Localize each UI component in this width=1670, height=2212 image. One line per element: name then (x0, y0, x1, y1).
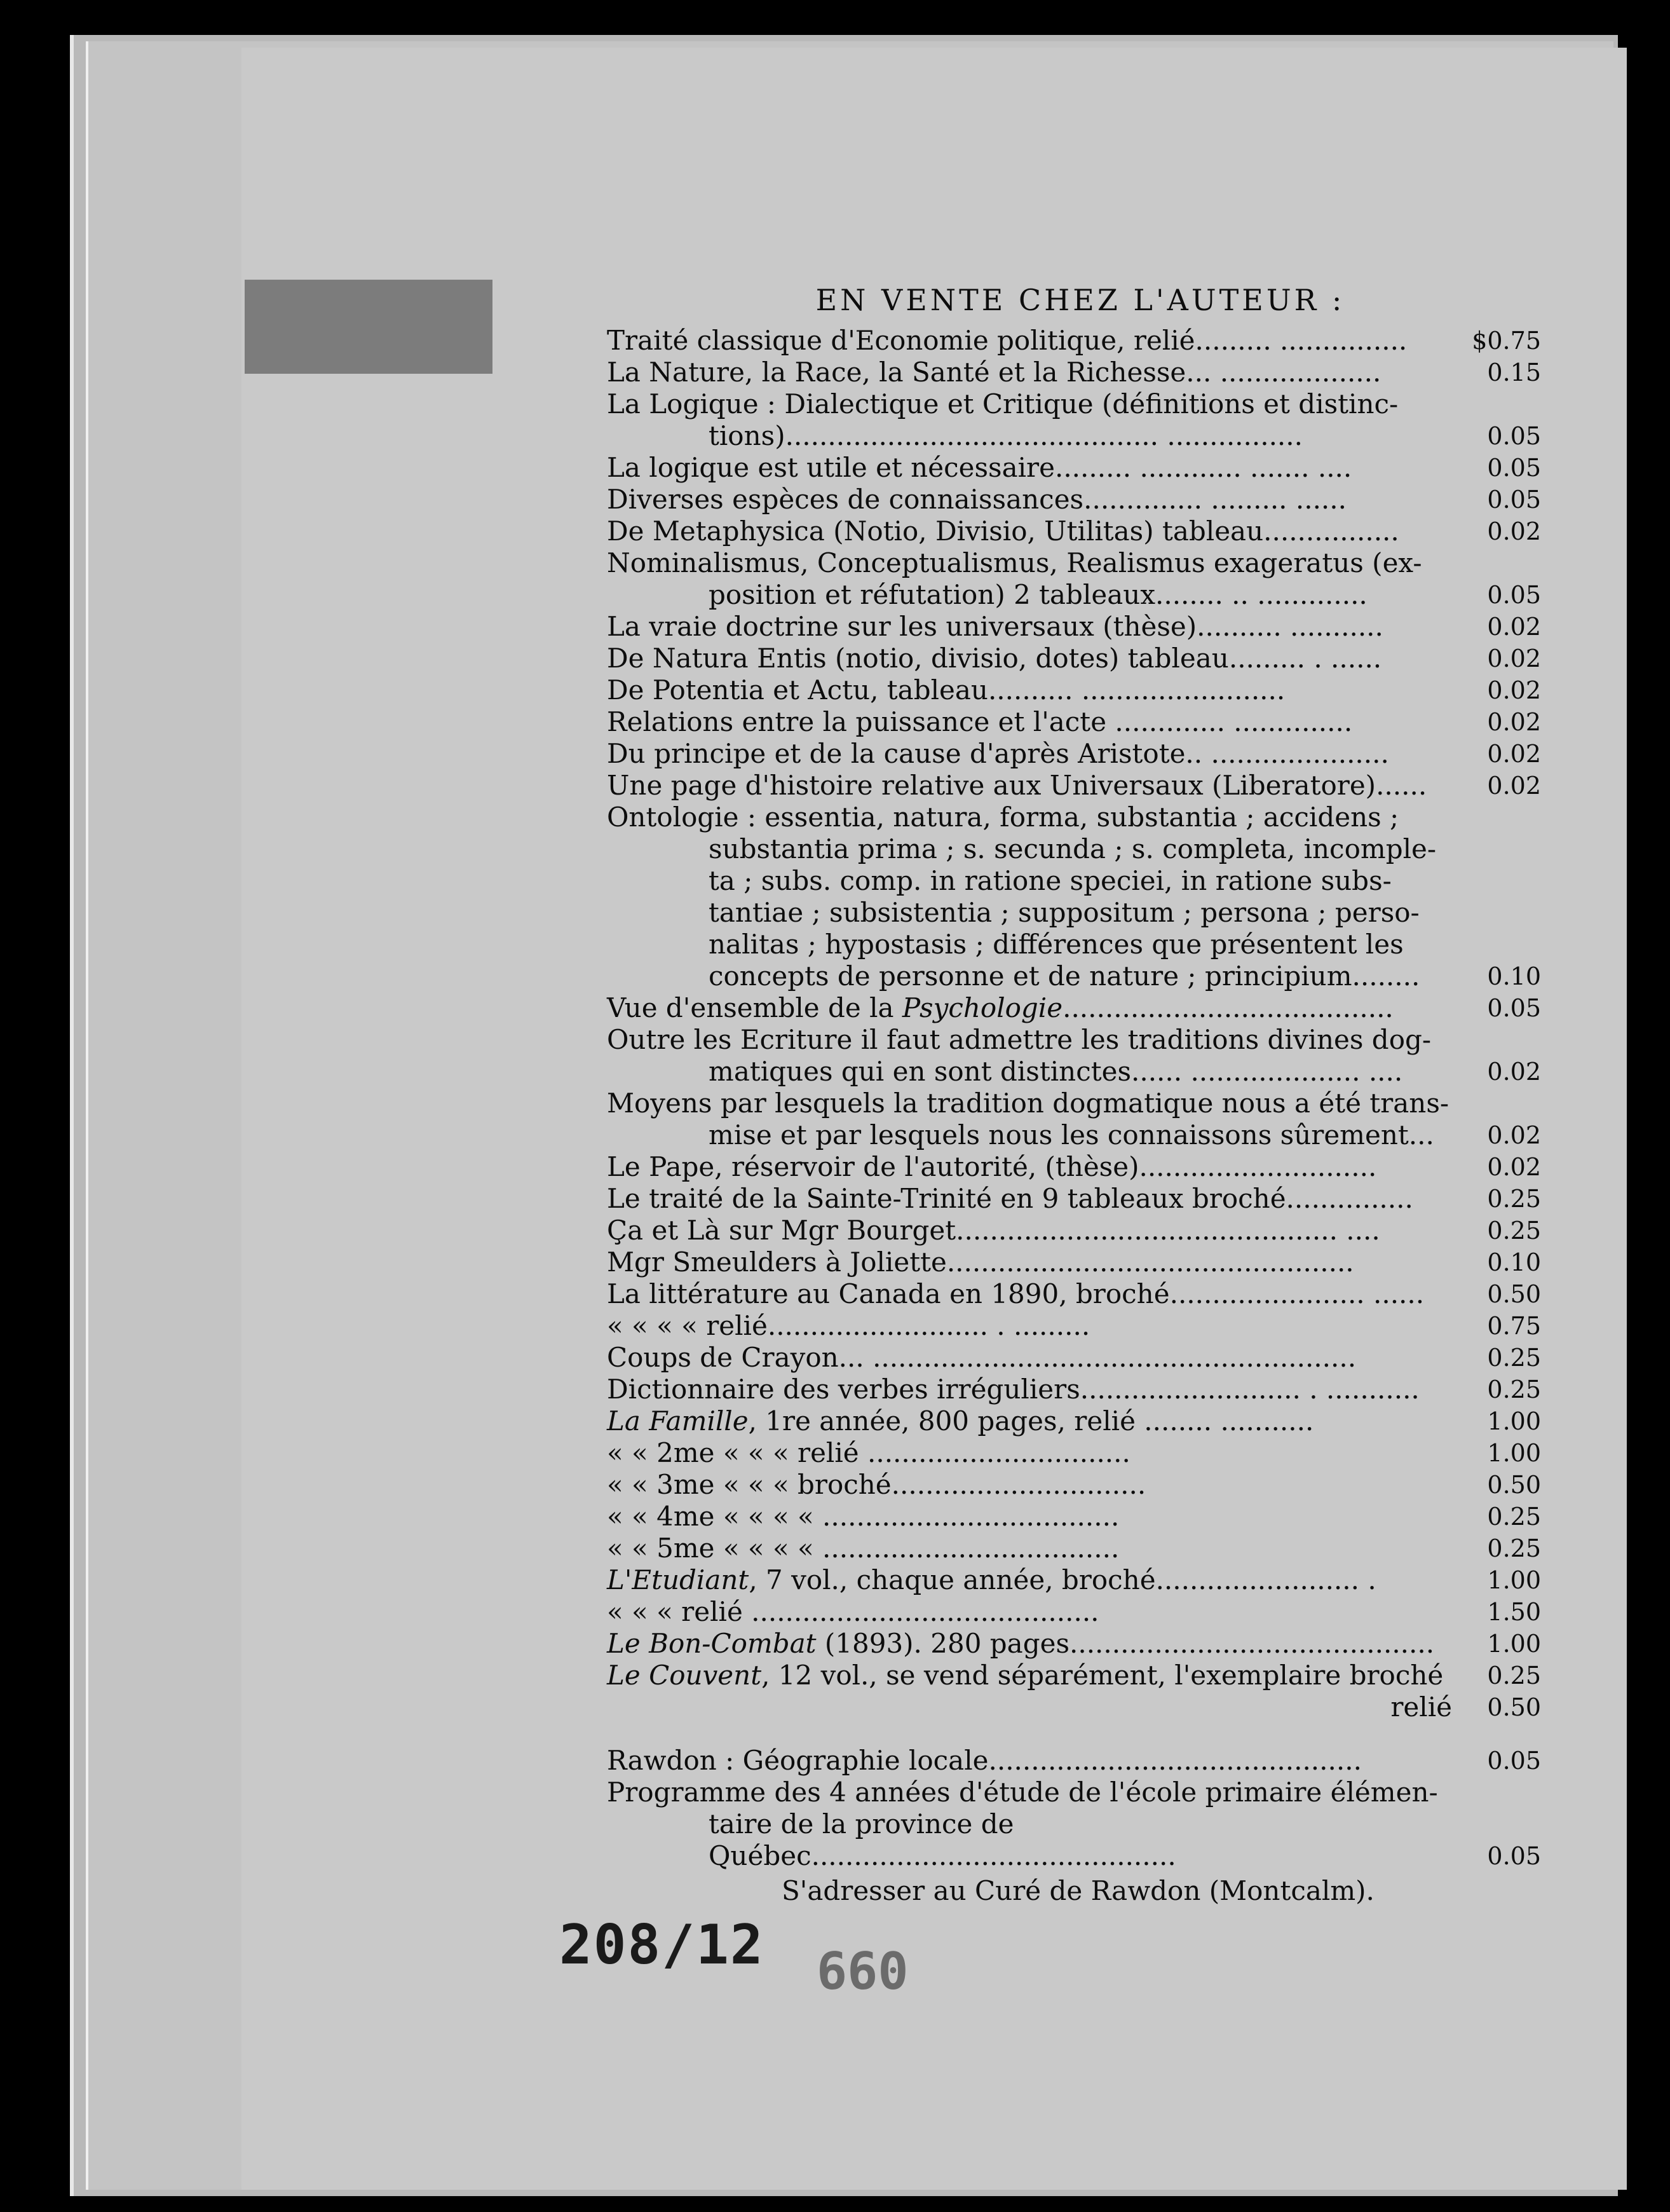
item-line: Une page d'histoire relative aux Universaux (Liberatore)...... (607, 770, 1427, 801)
item-price: 0.25 (1487, 1662, 1541, 1690)
item-price: 0.50 (1487, 1693, 1541, 1721)
list-heading: EN VENTE CHEZ L'AUTEUR : (815, 283, 1345, 317)
item-title (607, 1596, 1541, 1628)
item-line: substantia prima ; s. secunda ; s. completa, incomple- (709, 833, 1437, 864)
list-item (607, 1437, 1541, 1469)
list-item (607, 1691, 1541, 1723)
item-title (607, 1660, 1541, 1691)
item-title (607, 1088, 1541, 1151)
item-line: tions)............................................ ................ (709, 420, 1303, 451)
address-note: S'adresser au Curé de Rawdon (Montcalm). (782, 1875, 1375, 1906)
item-title (607, 325, 1541, 357)
list-item (607, 357, 1541, 388)
item-price: 1.00 (1487, 1407, 1541, 1435)
item-line: tantiae ; subsistentia ; suppositum ; persona ; perso- (709, 897, 1420, 928)
item-title (607, 452, 1541, 484)
item-title (607, 738, 1541, 770)
item-price: 1.00 (1487, 1439, 1541, 1467)
list-item (607, 388, 1541, 452)
item-price: 0.50 (1487, 1280, 1541, 1308)
item-line: Ontologie : essentia, natura, forma, substantia ; accidens ; (607, 802, 1399, 833)
list-item (607, 1246, 1541, 1278)
item-line: La vraie doctrine sur les universaux (thèse).......... ........... (607, 611, 1383, 642)
item-line: « « 4me « « « « ................................... (607, 1501, 1120, 1532)
item-price: 0.02 (1487, 1153, 1541, 1181)
item-line: Le Bon-Combat (1893). 280 pages........................................... (607, 1628, 1435, 1659)
item-price: 0.02 (1487, 676, 1541, 704)
item-line: Le Pape, réservoir de l'autorité, (thèse)............................ (607, 1151, 1377, 1182)
item-line: Traité classique d'Economie politique, relié......... ............... (607, 325, 1408, 356)
list-item (607, 452, 1541, 484)
item-title (607, 1777, 1541, 1872)
list-item (607, 484, 1541, 515)
list-item (607, 770, 1541, 802)
list-item (607, 1777, 1541, 1872)
item-line: La littérature au Canada en 1890, broché....................... ...... (607, 1278, 1425, 1309)
list-item (607, 1564, 1541, 1596)
list-item (607, 1533, 1541, 1564)
item-line: De Metaphysica (Notio, Divisio, Utilitas) tableau................ (607, 515, 1399, 547)
item-title (607, 1024, 1541, 1088)
item-title (607, 1151, 1541, 1183)
item-line: nalitas ; hypostasis ; différences que présentent les (709, 929, 1404, 960)
item-price: 0.02 (1487, 613, 1541, 641)
item-title (607, 706, 1541, 738)
item-line: La Nature, la Race, la Santé et la Richesse... ................... (607, 357, 1381, 388)
item-price: 0.05 (1487, 1747, 1541, 1775)
item-line: Dictionnaire des verbes irréguliers.......................... . ........... (607, 1374, 1420, 1405)
item-price: 0.05 (1487, 1842, 1541, 1870)
item-title (607, 1405, 1541, 1437)
list-item (607, 1405, 1541, 1437)
item-price: 1.00 (1487, 1630, 1541, 1658)
item-price: 0.02 (1487, 708, 1541, 736)
item-price: 0.75 (1487, 1312, 1541, 1340)
item-line: Mgr Smeulders à Joliette................................................ (607, 1246, 1354, 1278)
item-title (607, 1469, 1541, 1501)
item-price: $0.75 (1472, 327, 1541, 355)
list-item (607, 325, 1541, 357)
item-price: 0.02 (1487, 740, 1541, 768)
list-item (607, 1183, 1541, 1215)
item-price: 0.02 (1487, 517, 1541, 545)
item-title (607, 1533, 1541, 1564)
list-item (607, 515, 1541, 547)
item-title (607, 802, 1541, 992)
item-price: 0.10 (1487, 962, 1541, 990)
item-title (607, 1310, 1541, 1342)
item-price: 0.25 (1487, 1217, 1541, 1245)
list-item (607, 1374, 1541, 1405)
item-title (607, 1215, 1541, 1246)
item-title (607, 1342, 1541, 1374)
list-item (607, 706, 1541, 738)
item-line: « « 2me « « « relié ............................... (607, 1437, 1130, 1468)
item-line: Vue d'ensemble de la Psychologie....................................... (607, 992, 1394, 1023)
item-price: 0.10 (1487, 1248, 1541, 1276)
list-item (607, 1088, 1541, 1151)
item-price: 0.25 (1487, 1534, 1541, 1562)
catalog-stamp-number: 208/12 (559, 1913, 764, 1977)
item-line: Outre les Ecriture il faut admettre les traditions divines dog- (607, 1024, 1432, 1055)
item-price: 0.25 (1487, 1376, 1541, 1403)
item-title-italic: Le Couvent (607, 1660, 762, 1691)
item-line: Ça et Là sur Mgr Bourget............................................. .... (607, 1215, 1380, 1246)
item-line: Nominalismus, Conceptualismus, Realismus exageratus (ex- (607, 547, 1422, 578)
item-title (607, 770, 1541, 802)
item-price: 0.05 (1487, 422, 1541, 450)
item-line: mise et par lesquels nous les connaissons sûrement... (709, 1119, 1434, 1150)
item-title (607, 1246, 1541, 1278)
item-title (607, 1628, 1541, 1660)
item-price: 0.50 (1487, 1471, 1541, 1499)
item-line: « « 5me « « « « ................................... (607, 1533, 1120, 1564)
item-title (607, 1374, 1541, 1405)
item-title (607, 1183, 1541, 1215)
item-price: 0.25 (1487, 1503, 1541, 1531)
item-price: 1.50 (1487, 1598, 1541, 1626)
item-line: taire de la province de Québec........................................... (709, 1808, 1176, 1871)
item-title (607, 1564, 1541, 1596)
item-title (607, 1437, 1541, 1469)
item-title (607, 388, 1541, 452)
item-title (607, 674, 1541, 706)
item-title-italic: Psychologie (902, 992, 1063, 1023)
item-line: matiques qui en sont distinctes...... .................... .... (709, 1056, 1403, 1087)
gray-label-strip (245, 280, 492, 374)
item-title-italic: L'Etudiant (607, 1564, 749, 1595)
item-line: La Famille, 1re année, 800 pages, relié ........ ........... (607, 1405, 1314, 1437)
list-item (607, 802, 1541, 992)
list-item (607, 1215, 1541, 1246)
item-line: « « 3me « « « broché.............................. (607, 1469, 1146, 1500)
item-title (607, 1745, 1541, 1777)
item-price: 0.25 (1487, 1185, 1541, 1213)
list-item (607, 1628, 1541, 1660)
item-title (607, 992, 1541, 1024)
item-title (607, 1278, 1541, 1310)
item-price: 1.00 (1487, 1566, 1541, 1594)
list-item (607, 643, 1541, 674)
item-line: concepts de personne et de nature ; principium........ (709, 960, 1420, 992)
list-item (607, 1151, 1541, 1183)
price-list (607, 283, 1541, 1872)
item-price: 0.05 (1487, 581, 1541, 609)
item-line: Coups de Crayon... ......................................................... (607, 1342, 1357, 1373)
item-price: 0.02 (1487, 1058, 1541, 1086)
item-title (607, 1691, 1541, 1723)
list-item (607, 1469, 1541, 1501)
list-item (607, 1310, 1541, 1342)
item-line: Diverses espèces de connaissances.............. ......... ...... (607, 484, 1347, 515)
list-item (607, 1278, 1541, 1310)
item-line: La logique est utile et nécessaire......... ............ ....... .... (607, 452, 1352, 483)
item-line: Programme des 4 années d'étude de l'école primaire élémen- (607, 1777, 1438, 1808)
item-line: Le Couvent, 12 vol., se vend séparément, l'exemplaire broché (607, 1660, 1444, 1691)
item-title (607, 643, 1541, 674)
item-line: Le traité de la Sainte-Trinité en 9 tableaux broché............... (607, 1183, 1413, 1214)
item-price: 0.02 (1487, 645, 1541, 672)
item-line: De Potentia et Actu, tableau.......... ........................ (607, 674, 1286, 706)
item-title (607, 515, 1541, 547)
item-line: De Natura Entis (notio, divisio, dotes) tableau......... . ...... (607, 643, 1382, 674)
item-line: « « « « relié.......................... . ......... (607, 1310, 1090, 1341)
item-title-italic: Le Bon-Combat (607, 1628, 817, 1659)
item-title (607, 1501, 1541, 1533)
item-price: 0.05 (1487, 994, 1541, 1022)
item-line: L'Etudiant, 7 vol., chaque année, broché........................ . (607, 1564, 1376, 1595)
item-price: 0.02 (1487, 772, 1541, 800)
list-item (607, 1596, 1541, 1628)
list-item (607, 1745, 1541, 1777)
list-item (607, 1342, 1541, 1374)
catalog-stamp-number-2: 660 (817, 1942, 909, 2001)
item-line: Moyens par lesquels la tradition dogmatique nous a été trans- (607, 1088, 1449, 1119)
item-title (607, 484, 1541, 515)
item-line: ta ; subs. comp. in ratione speciei, in ratione subs- (709, 865, 1392, 896)
item-line: « « « relié ......................................... (607, 1596, 1099, 1627)
list-item (607, 547, 1541, 611)
list-item (607, 738, 1541, 770)
item-line: relié (1390, 1691, 1452, 1723)
item-title-italic: La Famille (607, 1405, 749, 1437)
item-line: La Logique : Dialectique et Critique (définitions et distinc- (607, 388, 1399, 420)
item-line: Relations entre la puissance et l'acte ............. .............. (607, 706, 1353, 737)
list-item (607, 611, 1541, 643)
item-line: Rawdon : Géographie locale............................................ (607, 1745, 1362, 1776)
item-price: 0.02 (1487, 1121, 1541, 1149)
items-container (607, 325, 1541, 1872)
list-item (607, 674, 1541, 706)
list-item (607, 992, 1541, 1024)
item-title (607, 357, 1541, 388)
list-gap (607, 1723, 1541, 1745)
item-line: position et réfutation) 2 tableaux........ .. ............. (709, 579, 1368, 610)
item-line: Du principe et de la cause d'après Aristote.. ..................... (607, 738, 1389, 769)
item-price: 0.05 (1487, 454, 1541, 482)
list-item (607, 1501, 1541, 1533)
list-item (607, 1024, 1541, 1088)
item-title (607, 611, 1541, 643)
item-price: 0.25 (1487, 1344, 1541, 1372)
list-item (607, 1660, 1541, 1691)
item-price: 0.05 (1487, 486, 1541, 514)
item-price: 0.15 (1487, 358, 1541, 386)
item-title (607, 547, 1541, 611)
